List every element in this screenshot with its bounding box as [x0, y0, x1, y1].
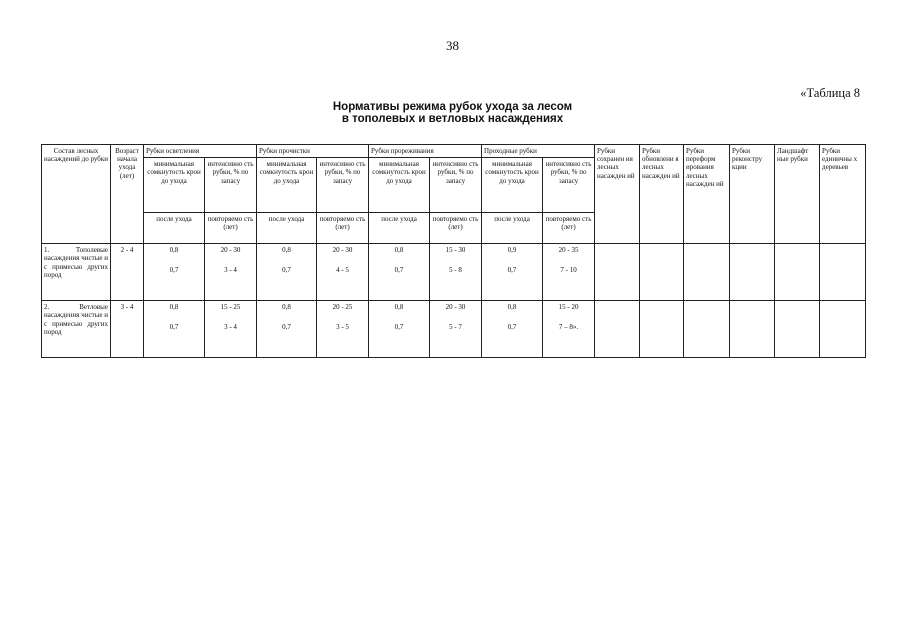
subheader-min-density: минимальная сомкнутость крон до ухода [257, 158, 317, 213]
header-age: Возраст начала ухода (лет) [111, 145, 144, 244]
value-min: 0,8 [282, 303, 291, 312]
cell-intensity [430, 244, 482, 301]
subheader-min-density: минимальная сомкнутость крон до ухода [369, 158, 430, 213]
table-title [300, 101, 605, 125]
value-min: 0,8 [282, 246, 291, 255]
value-repeat: 7 - 10 [560, 266, 577, 275]
value-intensity: 20 - 25 [332, 303, 353, 312]
norms-table [41, 144, 866, 358]
header-renewal: Рубки обновлени я лесных насажден ий [640, 145, 684, 244]
cell-density [257, 244, 317, 301]
cell-density [257, 301, 317, 358]
value-repeat: 3 - 5 [336, 323, 349, 332]
subheader-repeat: повторяемо сть (лет) [205, 213, 257, 244]
value-min: 0,8 [507, 303, 517, 312]
header-reformation: Рубки переформ ирования лесных насажден ий [684, 145, 730, 244]
title-line-2: в тополевых и ветловых насаждениях [341, 113, 564, 125]
empty-cell [775, 244, 820, 301]
cell-intensity [543, 244, 595, 301]
value-intensity: 20 - 30 [220, 246, 241, 255]
header-group-thinning: Рубки прореживания [369, 145, 482, 158]
empty-cell [595, 244, 640, 301]
cell-intensity [543, 301, 595, 358]
value-after: 0,7 [282, 266, 291, 275]
empty-cell [595, 301, 640, 358]
value-repeat: 5 - 8 [449, 266, 462, 275]
header-row [42, 145, 866, 158]
empty-cell [820, 244, 866, 301]
empty-cell [684, 301, 730, 358]
value-after: 0,7 [394, 266, 404, 275]
value-min: 0,8 [169, 303, 179, 312]
value-intensity: 15 - 25 [220, 303, 241, 312]
subheader-intensity: интенсивно сть рубки, % по запасу [430, 158, 482, 213]
value-after: 0,7 [507, 266, 517, 275]
value-intensity: 15 - 20 [558, 303, 579, 312]
header-group-cleaning: Рубки прочистки [257, 145, 369, 158]
value-min: 0,8 [394, 246, 404, 255]
empty-cell [775, 301, 820, 358]
row-age: 3 - 4 [111, 301, 144, 358]
subheader-repeat: повторяемо сть (лет) [317, 213, 369, 244]
value-after: 0,7 [169, 266, 179, 275]
value-min: 0,9 [507, 246, 517, 255]
value-min: 0,8 [394, 303, 404, 312]
value-intensity: 15 - 30 [445, 246, 466, 255]
cell-density [482, 244, 543, 301]
empty-cell [684, 244, 730, 301]
header-single-trees: Рубки единичны х деревьев [820, 145, 866, 244]
subheader-repeat: повторяемо сть (лет) [430, 213, 482, 244]
cell-density [369, 301, 430, 358]
empty-cell [640, 301, 684, 358]
subheader-after: после ухода [369, 213, 430, 244]
empty-cell [820, 301, 866, 358]
value-after: 0,7 [169, 323, 179, 332]
cell-intensity [205, 301, 257, 358]
subheader-intensity: интенсивно сть рубки, % по запасу [205, 158, 257, 213]
empty-cell [730, 301, 775, 358]
value-intensity: 20 - 35 [558, 246, 579, 255]
value-after: 0,7 [507, 323, 517, 332]
row-label: 2. Ветловые насаждения чистые и с примесью других пород [42, 301, 111, 358]
subheader-min-density: минимальная сомкнутость крон до ухода [144, 158, 205, 213]
cell-density [482, 301, 543, 358]
value-intensity: 20 - 30 [445, 303, 466, 312]
subheader-after: после ухода [482, 213, 543, 244]
subheader-intensity: интенсивно сть рубки, % по запасу [317, 158, 369, 213]
header-reconstruction: Рубки реконстру кции [730, 145, 775, 244]
subheader-repeat: повторяемо сть (лет) [543, 213, 595, 244]
header-group-passage: Проходные рубки [482, 145, 595, 158]
header-composition: Состав лесных насаждений до рубки [42, 145, 111, 244]
subheader-intensity: интенсивно сть рубки, % по запасу [543, 158, 595, 213]
cell-density [144, 244, 205, 301]
empty-cell [640, 244, 684, 301]
cell-density [369, 244, 430, 301]
row-label: 1. Тополевые насаждения чистые и с примесью других пород [42, 244, 111, 301]
cell-intensity [317, 301, 369, 358]
value-min: 0,8 [169, 246, 179, 255]
value-after: 0,7 [394, 323, 404, 332]
subheader-after: после ухода [144, 213, 205, 244]
value-repeat: 7 – 8». [558, 323, 579, 332]
value-repeat: 3 - 4 [224, 266, 237, 275]
value-after: 0,7 [282, 323, 291, 332]
value-intensity: 20 - 30 [332, 246, 353, 255]
header-conservation: Рубки сохранен ия лесных насажден ий [595, 145, 640, 244]
header-group-clearing: Рубки осветления [144, 145, 257, 158]
header-landscape: Ландшафт ные рубки [775, 145, 820, 244]
table-row [42, 244, 866, 301]
cell-density [144, 301, 205, 358]
page-number: 38 [446, 38, 459, 53]
value-repeat: 3 - 4 [224, 323, 237, 332]
value-repeat: 4 - 5 [336, 266, 349, 275]
row-age: 2 - 4 [111, 244, 144, 301]
empty-cell [730, 244, 775, 301]
table-row [42, 301, 866, 358]
subheader-min-density: минимальная сомкнутость крон до ухода [482, 158, 543, 213]
cell-intensity [430, 301, 482, 358]
table-reference: «Таблица 8 [800, 86, 860, 100]
cell-intensity [317, 244, 369, 301]
subheader-after: после ухода [257, 213, 317, 244]
cell-intensity [205, 244, 257, 301]
value-repeat: 5 - 7 [449, 323, 462, 332]
title-line-1: Нормативы режима рубок ухода за лесом [332, 101, 573, 113]
